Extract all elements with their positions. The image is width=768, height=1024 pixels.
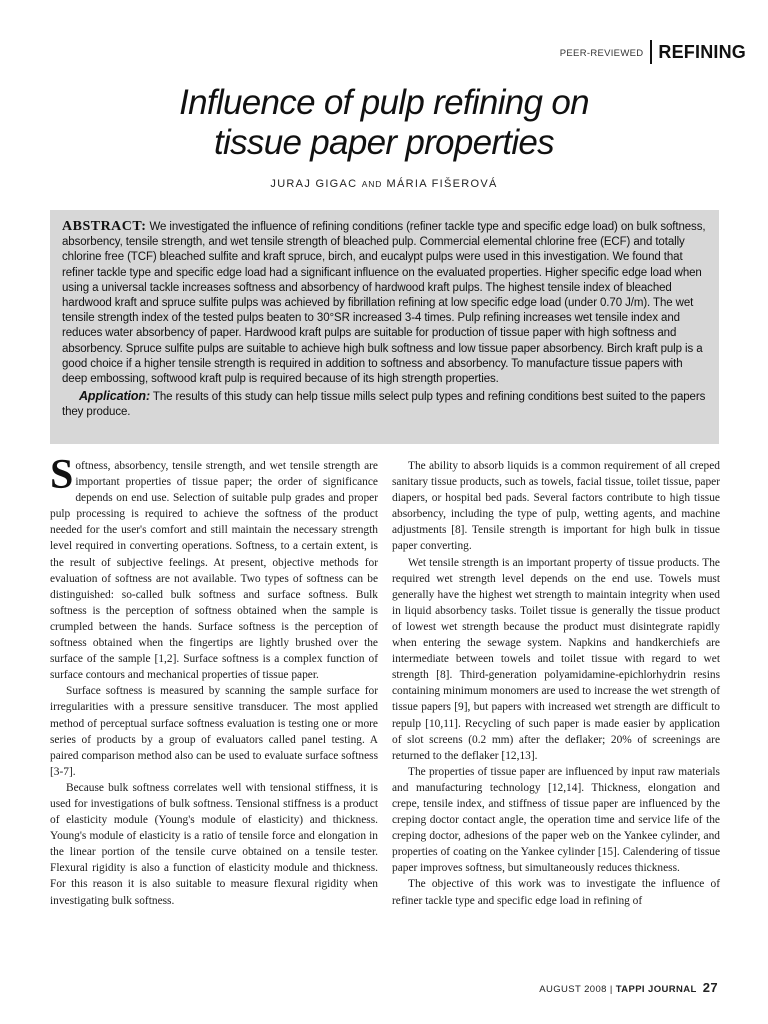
application-label: Application: — [79, 389, 151, 404]
issue-date: AUGUST 2008 — [539, 984, 607, 995]
abstract-paragraph — [62, 219, 707, 387]
application-text: The results of this study can help tissue mills select pulp types and refining conditions best suited to the papers they produce. — [62, 391, 706, 419]
page-number: 27 — [702, 980, 718, 995]
body-paragraph: The properties of tissue paper are influenced by input raw materials and manufacturing technology [12,14]. Thickness, elongation and crepe, tensile index, and stiffness of tissue paper are influenced by the creping doctor contact angle, the operation time and service life of the creping doctor, adhesions of the paper web on the Yankee cylinder, and properties of coating on the Yankee cylinder [15]. Calendering of tissue paper improves softness, but simultaneously reduces thickness. — [392, 765, 720, 875]
body-paragraph: Wet tensile strength is an important property of tissue products. The required wet strength level depends on the end use. Towels must generally have the highest wet strength to maintain integrity when used in liquid absorbency tasks. Toilet tissue is generally the tissue product of lowest wet strength because the product must disintegrate rapidly when entering the sewage system. Napkins and handkerchiefs are intermediate between towels and toilet tissue with regard to wet strength [8]. Third-generation polyamidamine-epichlorhydrin resins containing minimum monomers are used to increase the wet strength of tissue papers [9], but papers with increased wet strength are difficult to repulp [10,11]. Recycling of such paper is made easier by application of slot screens (0.2 mm) after the deflaker; 20% of screenings are returned to the deflaker [12,13]. — [392, 556, 720, 762]
article-title — [120, 83, 648, 163]
body-paragraph — [50, 452, 378, 683]
author-2: MÁRIA FIŠEROVÁ — [386, 178, 498, 190]
body-paragraph: Because bulk softness correlates well with tensional stiffness, it is used for investigations of bulk softness. Tensional stiffness is a product of elasticity module (Young's module of elasticity) and thickness. Young's module of elasticity is a ratio of tensile force and elongation in the linear portion of the tensile curve obtained on a tensile tester. Flexural rigidity is also a function of elasticity module and thickness. For this reason it is also suitable to measure flexural rigidity when investigating bulk softness. — [50, 781, 378, 907]
abstract-text: We investigated the influence of refining conditions (refiner tackle type and specific edge load) on bulk softness, absorbency, tensile strength, and wet tensile strength of bleached pulp. Commercial elemental chlorine free (ECF) and totally chlorine free (TCF) bleached sulfite and kraft spruce, birch, and eucalypt pulps were used in this investigation. We found that refiner tackle type and specific edge load had a significant influence on the evaluated properties. Higher specific edge load when using a universal tackle increases softness and absorbency of hardwood kraft pulps. The highest tensile index of bleached hardwood kraft and spruce sulfite pulps was achieved by fibrillation refining at low specific edge load (under 0.70 J/m). The wet tensile strength index of the tested pulps beaten to 30°SR increased 3-4 times. Pulp refining increases wet tensile index and reduces water absorbency of paper. Hardwood kraft pulps are suitable for production of tissue paper with high softness and absorbency. Spruce sulfite pulps are suitable to achieve high bulk softness and low tissue paper absorbency. Birch kraft pulp is a good choice if a higher tensile strength is required in addition to softness and absorbency. To manufacture tissue papers with deep embossing, softwood kraft pulp is required because of its high strength properties. — [62, 221, 706, 386]
application-paragraph — [62, 389, 707, 420]
running-header — [560, 38, 746, 66]
abstract-label: ABSTRACT: — [62, 219, 147, 234]
body-paragraph: The ability to absorb liquids is a common requirement of all creped sanitary tissue products, such as towels, facial tissue, toilet tissue, paper diapers, or hospital bed pads. Several factors contribute to high tissue absorbency, including the type of pulp, wetting agents, and machine adjustments [8]. Tensile strength is important for high bulk in tissue paper converting. — [392, 460, 720, 553]
author-line — [0, 178, 768, 190]
peer-reviewed-label: PEER-REVIEWED — [559, 48, 644, 59]
title-line-1: Influence of pulp refining on — [179, 83, 589, 122]
title-line-2: tissue paper properties — [214, 123, 554, 162]
body-column-left — [50, 452, 378, 909]
body-paragraph: Surface softness is measured by scanning the sample surface for irregularities with a pressure sensitive transducer. The most applied method of perceptual surface softness evaluation is testing one or more series of products by a group of evaluators called panel testing. A paired comparison method also can be used to evaluate surface softness [3-7]. — [50, 685, 378, 778]
running-footer — [539, 980, 718, 995]
body-column-right — [392, 458, 720, 909]
abstract-box — [50, 210, 719, 444]
body-paragraph: The objective of this work was to investigate the influence of refiner tackle type and specific edge load in refining of — [392, 878, 720, 907]
author-conjunction: AND — [361, 179, 383, 189]
journal-name: TAPPI JOURNAL — [615, 984, 697, 995]
author-1: JURAJ GIGAC — [270, 178, 358, 190]
section-label: REFINING — [658, 41, 746, 62]
footer-divider: | — [609, 984, 613, 995]
paragraph-text: oftness, absorbency, tensile strength, and wet tensile strength are important properties of tissue paper; the order of significance depends on end use. Selection of suitable pulp grades and proper pulp processing is required to achieve the softness of the product needed for the user's comfort and still maintain the necessary strength level required in converting operations. Softness, to a certain extent, is the result of subjective feelings. At present, objective methods for evaluation of softness are not available. Two types of softness can be distinguished: so-called bulk softness and surface softness. Bulk softness is the perception of softness obtained when the sample is crumpled between the hands. Surface softness is the perception of softness obtained when the fingertips are lightly brushed over the surface of the sample [1,2]. Surface softness is a complex function of surface contours and mechanical properties of tissue paper. — [50, 460, 378, 682]
drop-cap: S — [50, 452, 74, 498]
header-divider — [650, 40, 652, 64]
